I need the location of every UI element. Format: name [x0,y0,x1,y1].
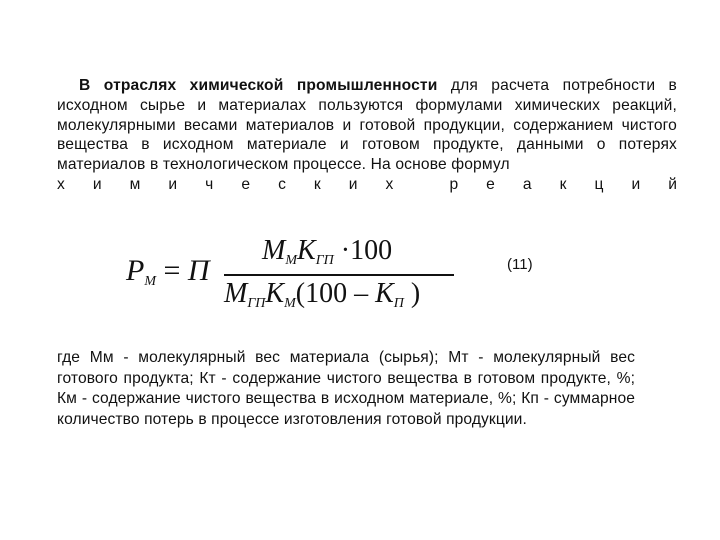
spread-letter: и [168,176,178,193]
spread-letter: р [449,176,459,193]
formula-lhs [126,254,210,290]
den-m: M [224,278,248,309]
den-k2-sub: П [393,296,404,311]
spread-letter: х [57,176,65,193]
formula-denominator [224,278,420,312]
den-m-sub: ГП [247,296,266,311]
num-k-sub: ГП [315,253,334,268]
spread-letter: й [668,176,677,193]
spread-letter: с [278,176,286,193]
spread-letter: е [241,176,251,193]
spread-letter: и [92,176,102,193]
spread-letter: а [522,176,532,193]
num-m-sub: M [285,253,297,268]
fraction-bar [224,274,454,276]
equation-number: (11) [507,256,533,273]
formula-lhs-symbol: P [126,254,145,287]
den-open-paren: (100 – [295,278,376,309]
spread-letter: е [486,176,495,193]
spread-letter: м [129,176,141,193]
num-mult-100: ·100 [333,235,393,266]
spread-letters-line [57,175,677,195]
intro-bold-lead: В отраслях химической промышленности [79,77,438,94]
spread-letter: и [348,176,358,193]
formula-factor: П [187,254,210,287]
definitions-paragraph: где Мм - молекулярный вес материала (сырья); Мт - молекулярный вес готового продукта; Кт - содержание чистого вещества в готовом продукте, %; Км - содержание чистого вещества в исходном материале, %; Кп - суммарное количество потерь в процессе изготовления готовой продукции. [57,349,635,428]
spread-letter: ч [205,176,214,193]
spread-letter: к [559,176,567,193]
intro-text: для расчета потребности в исходном сырье и материалах пользуются формулами химических реакций, молекулярными весами материалов и готовой продукции, содержанием чистого вещества в исходном материале и готовом продукте, данными о потерях материалов в технологическом процессе. На основе формул [57,77,677,174]
formula-11 [120,232,470,322]
spread-letter: ц [594,176,604,193]
num-k: K [297,235,316,266]
formula-numerator [262,235,392,269]
den-k2: K [375,278,394,309]
num-m: M [262,235,286,266]
spread-letter: к [313,176,321,193]
formula-equals: = [156,254,188,287]
den-close-paren: ) [403,278,421,309]
spread-letter: и [631,176,641,193]
intro-paragraph [57,76,677,175]
spread-letter: х [385,176,394,193]
den-k-sub: M [284,296,296,311]
formula-lhs-subscript: M [144,274,156,289]
den-k: K [265,278,285,309]
